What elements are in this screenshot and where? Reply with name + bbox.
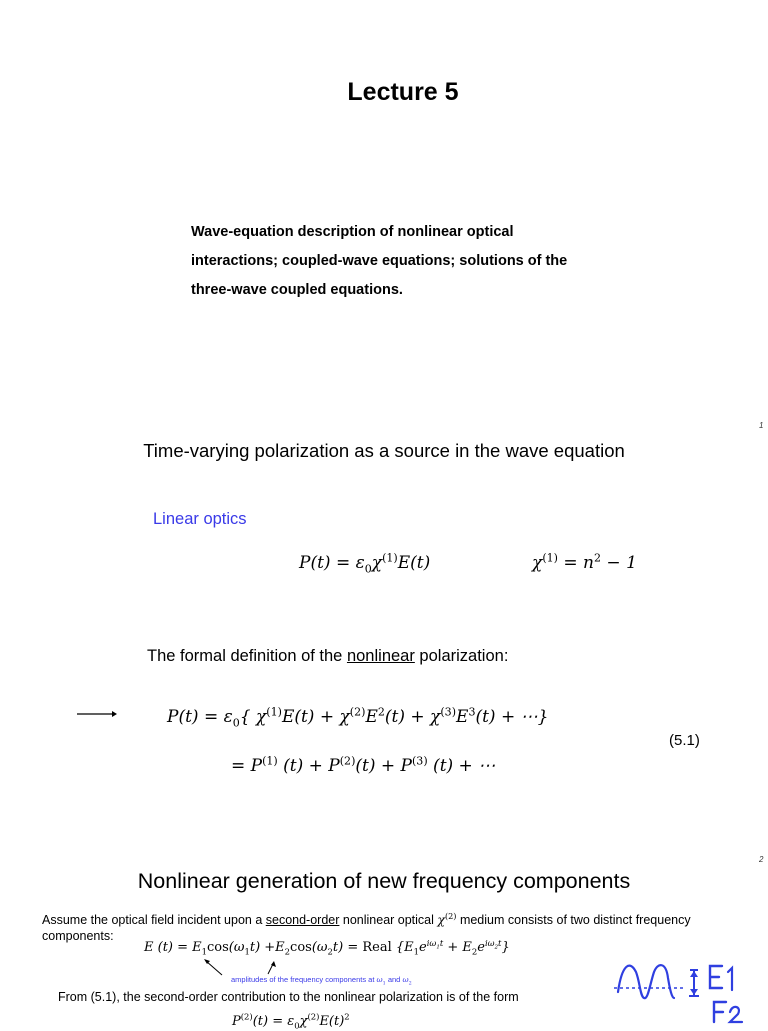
assume-suffix: medium consists of two distinct frequency components:: [42, 913, 691, 943]
equation-susceptibility: $\chi^{(1)} = n^2 - 1$: [532, 551, 637, 573]
equation-polarization-sum: = $P^{(1)}$ $(t) + P^{(2)}(t) + P^{(3)}$ (t) + ⋯: [231, 754, 496, 776]
assume-mid: nonlinear optical: [339, 913, 438, 927]
abstract-line: interactions; coupled-wave equations; solutions of the: [191, 253, 568, 269]
formal-text-underlined: nonlinear: [346, 647, 415, 665]
assume-underlined: second-order: [265, 913, 340, 927]
abstract-line: Wave-equation description of nonlinear optical: [191, 224, 514, 240]
slide-heading-frequency: Nonlinear generation of new frequency components: [137, 869, 631, 893]
omega1-symbol: $\omega_1$: [376, 975, 386, 987]
second-order-text: From (5.1), the second-order contribution to the nonlinear polarization is of the form: [58, 990, 519, 1004]
slide-heading-polarization: Time-varying polarization as a source in the wave equation: [143, 440, 625, 461]
amplitudes-note: [231, 975, 412, 987]
lecture-abstract: [191, 218, 631, 305]
amplitudes-and: and: [387, 975, 401, 984]
formal-definition-text: [147, 647, 508, 666]
handwritten-wave-sketch: [610, 958, 768, 1024]
equation-linear-polarization: $P(t) = \varepsilon_0\chi^{(1)}E(t)$: [299, 551, 431, 576]
assume-prefix: Assume the optical field incident upon a: [42, 913, 266, 927]
linear-optics-label: Linear optics: [153, 510, 247, 528]
formal-text-suffix: polarization:: [414, 647, 509, 665]
omega2-symbol: $\omega_2$: [402, 975, 412, 987]
equation-second-order-polarization: $P^{(2)}(t) = \varepsilon_0\chi^{(2)}E(t)^2$: [232, 1011, 350, 1031]
equation-nonlinear-polarization: $P(t) = \varepsilon_0${ $\chi^{(1)}E(t) + \chi^{(2)}E^2(t) + \chi^{(3)}E^3(t)$ + ⋯}: [167, 705, 549, 730]
lecture-title: Lecture 5: [347, 78, 459, 106]
equation-field: E $(t) = E_1\cos(\omega_1t) +E_2\cos(\omega_2t)$ = Real $\{E_1e^{i\omega_1t} + E_2e^{i\omega_2t}\}$: [144, 937, 510, 957]
formal-text-prefix: The formal definition of the: [147, 647, 347, 665]
arrow-icon: [76, 708, 118, 720]
page-number-2: 2: [759, 855, 764, 864]
page-number-1: 1: [759, 421, 764, 430]
equation-number: (5.1): [669, 732, 700, 749]
amplitudes-note-text: amplitudes of the frequency components at: [231, 975, 375, 984]
chi2-symbol: $\chi^{(2)}$: [437, 910, 457, 927]
abstract-line: three-wave coupled equations.: [191, 282, 403, 298]
